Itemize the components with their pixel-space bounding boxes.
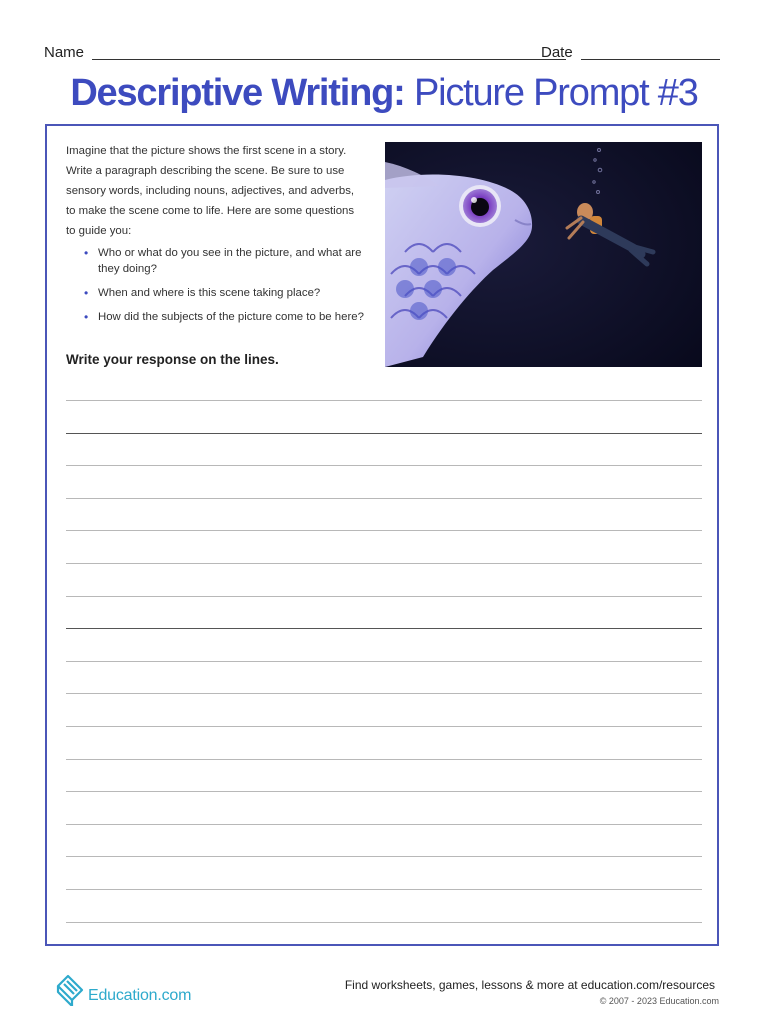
bullet-icon: • — [84, 310, 89, 324]
name-date-row — [44, 44, 720, 64]
list-item — [80, 309, 365, 325]
list-item — [80, 245, 365, 277]
page-title — [0, 70, 768, 116]
bullet-icon: • — [84, 286, 89, 300]
list-item — [80, 285, 365, 301]
logo-text: Education.com — [88, 987, 192, 1004]
education-com-logo[interactable] — [52, 972, 202, 1008]
response-instruction: Write your response on the lines. — [66, 352, 279, 367]
name-label: Name — [44, 44, 85, 61]
bullet-icon: • — [84, 246, 89, 260]
footer-copyright: © 2007 - 2023 Education.com — [599, 996, 719, 1006]
title-light-part: Picture Prompt #3 — [413, 72, 698, 114]
question-text: Who or what do you see in the picture, and what are they doing? — [98, 247, 362, 275]
title-bold-part: Descriptive Writing: — [70, 72, 405, 114]
fish-and-diver-illustration — [385, 142, 702, 367]
scene-svg — [385, 142, 702, 367]
guide-questions — [80, 245, 365, 333]
date-line[interactable] — [581, 59, 720, 60]
intro-paragraph: Imagine that the picture shows the first scene in a story. Write a paragraph describing the scene. Be sure to use sensory words, including nouns, adjectives, and adverbs, to make the scene come to life. Here are some questions to guide you: — [66, 145, 355, 237]
footer-tagline[interactable]: Find worksheets, games, lessons & more at education.com/resources — [344, 978, 715, 992]
name-line[interactable] — [92, 59, 566, 60]
question-text: How did the subjects of the picture come to be here? — [98, 311, 364, 323]
education-com-logo-icon — [52, 972, 86, 1006]
date-label: Date — [541, 44, 573, 61]
question-text: When and where is this scene taking place? — [98, 287, 321, 299]
